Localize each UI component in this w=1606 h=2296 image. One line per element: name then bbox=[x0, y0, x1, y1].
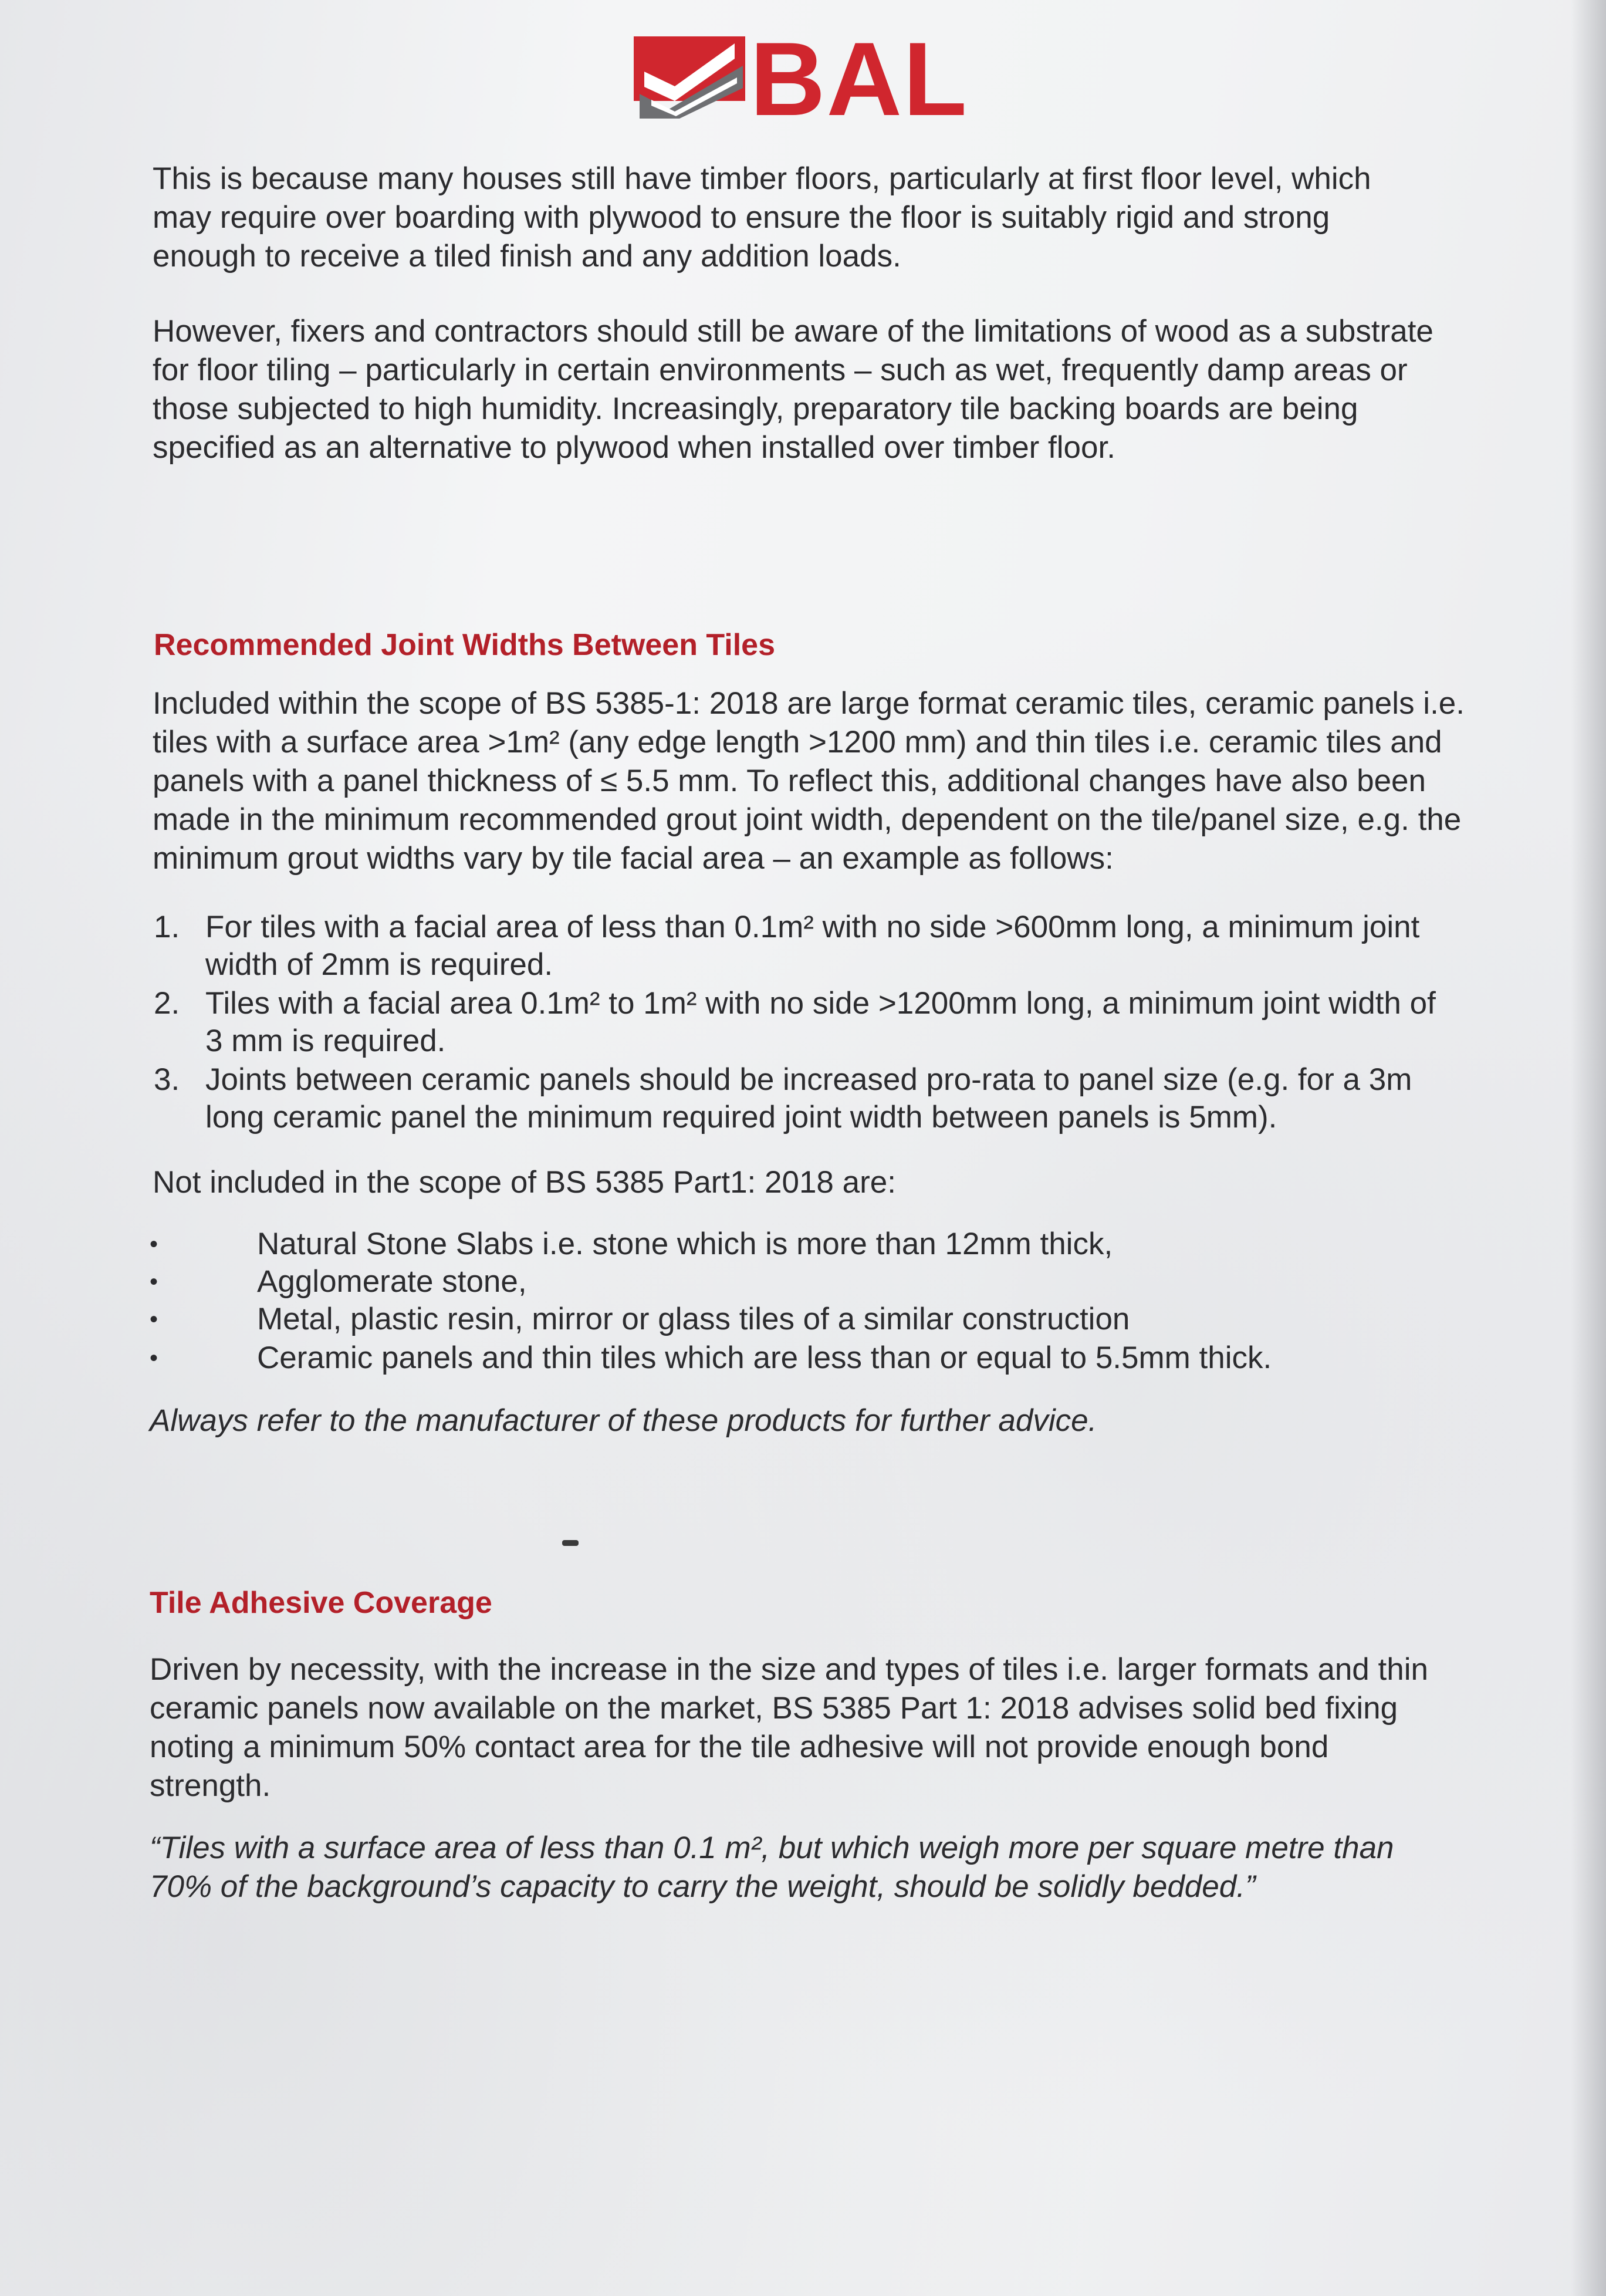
adhesive-quote: “Tiles with a surface area of less than 0.1 m², but which weigh more per square metre than 70% of the background’s capacity to carry the weight, should be solidly bedded.” bbox=[150, 1831, 1394, 1904]
joint-widths-intro: Included within the scope of BS 5385-1: 2018 are large format ceramic tiles, ceramic panels i.e. tiles with a surface area >1m² (any edge length >1200 mm) and thin tiles i.e. ceramic tiles and panels with a panel thickness of ≤ 5.5 mm. To reflect this, additional changes have also been made in the minimum recommended grout joint width, dependent on the tile/panel size, e.g. the minimum grout widths vary by tile facial area – an example as follows: bbox=[153, 686, 1465, 876]
list-item: Agglomerate stone, bbox=[257, 1264, 527, 1299]
list-item-number: 3. bbox=[154, 1062, 180, 1097]
bal-tile-stack-icon bbox=[634, 31, 745, 119]
bullet-marker: • bbox=[150, 1231, 158, 1257]
adhesive-heading: Tile Adhesive Coverage bbox=[150, 1586, 492, 1620]
list-item: Ceramic panels and thin tiles which are less than or equal to 5.5mm thick. bbox=[257, 1341, 1272, 1375]
bal-logo bbox=[634, 21, 1015, 137]
list-item: Natural Stone Slabs i.e. stone which is more than 12mm thick, bbox=[257, 1227, 1113, 1261]
list-item-number: 2. bbox=[154, 986, 180, 1021]
list-item-number: 1. bbox=[154, 910, 180, 944]
joint-widths-heading: Recommended Joint Widths Between Tiles bbox=[154, 628, 775, 662]
not-included-intro: Not included in the scope of BS 5385 Part1: 2018 are: bbox=[153, 1165, 896, 1200]
ink-mark bbox=[562, 1540, 579, 1546]
list-item: Metal, plastic resin, mirror or glass tiles of a similar construction bbox=[257, 1302, 1130, 1336]
intro-paragraph-1: This is because many houses still have timber floors, particularly at first floor level, which may require over boarding with plywood to ensure the floor is suitably rigid and strong enough to receive a tiled finish and any addition loads. bbox=[153, 161, 1371, 274]
bullet-marker: • bbox=[150, 1306, 158, 1332]
adhesive-paragraph: Driven by necessity, with the increase in the size and types of tiles i.e. larger formats and thin ceramic panels now available on the market, BS 5385 Part 1: 2018 advises solid bed fixing noting a minimum 50% contact area for the tile adhesive will not provide enough bond strength. bbox=[150, 1652, 1428, 1803]
advice-note: Always refer to the manufacturer of these products for further advice. bbox=[150, 1403, 1097, 1438]
bullet-marker: • bbox=[150, 1345, 158, 1371]
intro-paragraph-2: However, fixers and contractors should still be aware of the limitations of wood as a substrate for floor tiling – particularly in certain environments – such as wet, frequently damp areas or those subjected to high humidity. Increasingly, preparatory tile backing boards are being specified as an alternative to plywood when installed over timber floor. bbox=[153, 314, 1433, 465]
list-item: Joints between ceramic panels should be increased pro-rata to panel size (e.g. for a 3m long ceramic panel the minimum required joint width between panels is 5mm). bbox=[205, 1062, 1412, 1135]
logo-wordmark: BAL bbox=[750, 21, 968, 137]
list-item: For tiles with a facial area of less than 0.1m² with no side >600mm long, a minimum joint width of 2mm is required. bbox=[205, 910, 1420, 982]
bullet-marker: • bbox=[150, 1269, 158, 1295]
list-item: Tiles with a facial area 0.1m² to 1m² with no side >1200mm long, a minimum joint width of 3 mm is required. bbox=[205, 986, 1436, 1058]
